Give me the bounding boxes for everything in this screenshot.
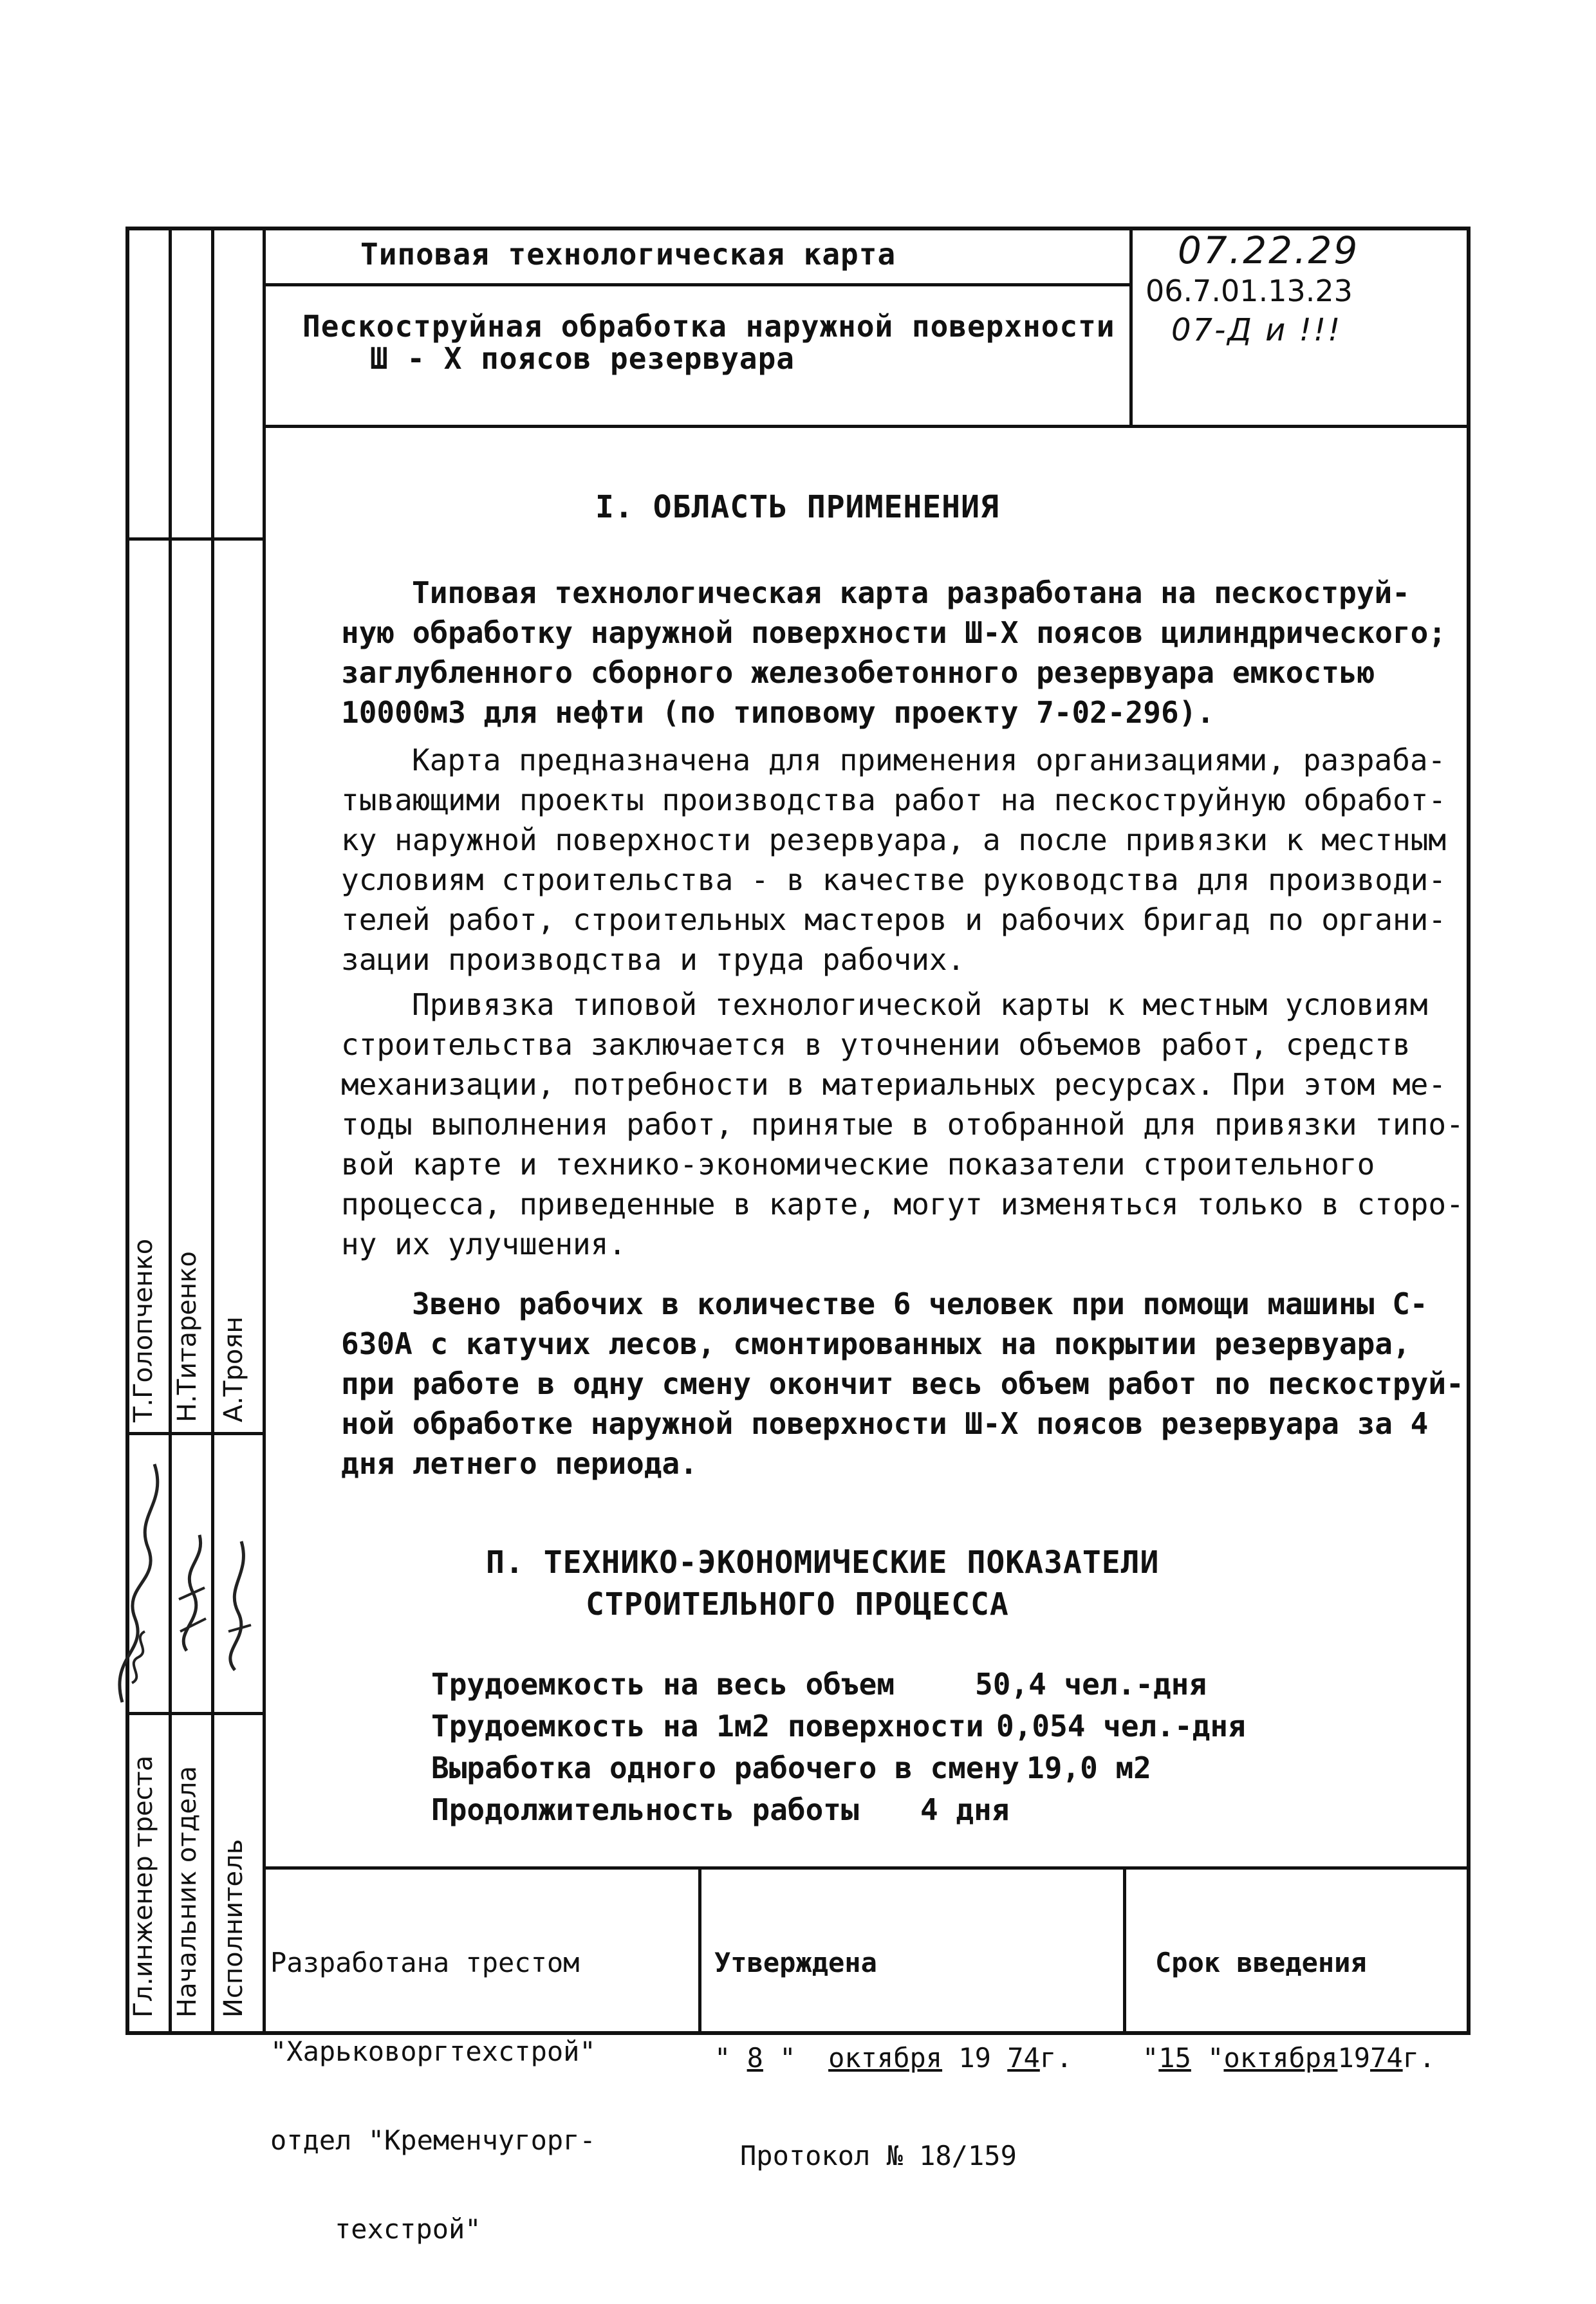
- approved-label: Утверждена: [714, 1947, 877, 1978]
- text-line: ну их улучшения.: [341, 1227, 627, 1261]
- protocol: Протокол № 18/159: [740, 2140, 1017, 2171]
- code-printed: 06.7.01.13.23: [1146, 274, 1353, 308]
- footer-developer: [270, 1889, 596, 2303]
- section1-paragraph4: [341, 1284, 1464, 1483]
- doc-type: Типовая технологическая карта: [360, 237, 896, 272]
- quote-mark: ": [779, 2042, 796, 2074]
- indicator-label: Трудоемкость на весь объем: [431, 1667, 895, 1702]
- text-line: процесса, приведенные в карте, могут изменяться только в сторо-: [341, 1187, 1464, 1222]
- doc-title-line1: Пескоструйная обработка наружной поверхности: [302, 309, 1115, 344]
- approved-year: 74: [1007, 2042, 1040, 2074]
- text-line: телей работ, строительных мастеров и рабочих бригад по органи-: [341, 902, 1447, 937]
- text-line: ной обработке наружной поверхности Ш-Х поясов резервуара за 4: [341, 1406, 1429, 1441]
- side-divider-signatures: [125, 1712, 263, 1715]
- section1-paragraph1: [341, 573, 1447, 732]
- section1-paragraph2: [341, 740, 1447, 980]
- intro-year-prefix: 19: [1337, 2042, 1371, 2074]
- text-line: заглубленного сборного железобетонного резервуара емкостью: [341, 655, 1375, 690]
- header-bottom-line: [263, 425, 1471, 428]
- footer-divider-1: [698, 1866, 701, 2035]
- approved-year-suffix: г.: [1039, 2042, 1073, 2074]
- quote-mark: ": [1207, 2042, 1224, 2074]
- text-line: ку наружной поверхности резервуара, а после привязки к местным: [341, 822, 1447, 857]
- text-line: строительства заключается в уточнении объемов работ, средств: [341, 1027, 1411, 1062]
- approved-month: октября: [828, 2042, 943, 2074]
- section2-heading-line1: П. ТЕХНИКО-ЭКОНОМИЧЕСКИЕ ПОКАЗАТЕЛИ: [486, 1545, 1160, 1581]
- text-line: Звено рабочих в количестве 6 человек при помощи машины С-: [412, 1287, 1428, 1321]
- text-line: условиям строительства - в качестве руководства для производи-: [341, 862, 1447, 897]
- name-titarenko: Н.Титаренко: [172, 1251, 202, 1422]
- footer-intro-date: [1142, 1889, 1435, 2132]
- indicator-value: 4 дня: [920, 1792, 1010, 1827]
- developer-line: "Харьковоргтехстрой": [270, 2036, 596, 2067]
- text-line: Привязка типовой технологической карты к местным условиям: [412, 987, 1428, 1022]
- text-line: дня летнего периода.: [341, 1446, 698, 1481]
- text-line: 10000м3 для нефти (по типовому проекту 7-02-296).: [341, 695, 1215, 730]
- text-line: вой карте и технико-экономические показатели строительного: [341, 1147, 1375, 1182]
- footer-top-line: [263, 1866, 1471, 1870]
- text-line: механизации, потребности в материальных ресурсах. При этом ме-: [341, 1067, 1447, 1102]
- footer-divider-2: [1123, 1866, 1126, 2035]
- quote-mark: ": [714, 2042, 731, 2074]
- developer-line: отдел "Кременчугорг-: [270, 2124, 596, 2156]
- code-handwritten: 07.22.29: [1178, 228, 1360, 272]
- text-line: Карта предназначена для применения организациями, разраба-: [412, 743, 1446, 777]
- role-chief-engineer: Гл.инженер треста: [129, 1755, 158, 2018]
- indicator-label: Выработка одного рабочего в смену: [431, 1751, 1019, 1785]
- side-column-divider-3: [263, 227, 266, 2035]
- text-line: Типовая технологическая карта разработана на пескоструй-: [412, 575, 1410, 610]
- code-note: 07-Д и !!!: [1171, 312, 1342, 348]
- text-line: ную обработку наружной поверхности Ш-Х поясов цилиндрического;: [341, 615, 1447, 650]
- text-line: тоды выполнения работ, принятые в отобранной для привязки типо-: [341, 1107, 1464, 1142]
- signatures-image: [97, 1438, 270, 1709]
- indicator-value: 19,0 м2: [1026, 1751, 1151, 1785]
- section1-paragraph3: [341, 985, 1464, 1264]
- text-line: 630А с катучих лесов, смонтированных на покрытии резервуара,: [341, 1326, 1411, 1361]
- section2-heading-line2: СТРОИТЕЛЬНОГО ПРОЦЕССА: [586, 1586, 1009, 1622]
- indicator-label: Трудоемкость на 1м2 поверхности: [431, 1709, 984, 1743]
- text-line: зации производства и труда рабочих.: [341, 942, 965, 977]
- indicator-label: Продолжительность работы: [431, 1792, 859, 1827]
- side-divider-top: [125, 537, 263, 541]
- approved-day: 8: [747, 2042, 763, 2074]
- developer-line: техстрой": [335, 2213, 481, 2245]
- doc-title-line2: Ш - Х поясов резервуара: [370, 341, 795, 376]
- footer-approved: [714, 1889, 1072, 2230]
- indicator-value: 0,054 чел.-дня: [996, 1709, 1246, 1743]
- intro-year: 74: [1370, 2042, 1403, 2074]
- section1-heading: I. ОБЛАСТЬ ПРИМЕНЕНИЯ: [595, 489, 999, 525]
- indicator-value: 50,4 чел.-дня: [975, 1667, 1207, 1702]
- name-golopchenko: Т.Голопченко: [129, 1238, 158, 1422]
- intro-year-suffix: г.: [1402, 2042, 1436, 2074]
- side-column-divider-1: [169, 227, 172, 2035]
- intro-day: 15: [1158, 2042, 1191, 2074]
- approved-year-prefix: 19: [958, 2042, 991, 2074]
- side-divider-names: [125, 1432, 263, 1435]
- name-troyan: А.Троян: [219, 1316, 248, 1422]
- text-line: при работе в одну смену окончит весь объем работ по пескоструй-: [341, 1366, 1464, 1401]
- side-column-divider-2: [211, 227, 214, 2035]
- developer-line: Разработана трестом: [270, 1947, 580, 1978]
- header-title-divider: [263, 283, 1131, 286]
- role-head-of-department: Начальник отдела: [172, 1765, 202, 2018]
- intro-month: октября: [1223, 2042, 1338, 2074]
- role-executor: Исполнитель: [219, 1839, 248, 2018]
- quote-mark: ": [1142, 2042, 1159, 2074]
- text-line: тывающими проекты производства работ на пескоструйную обработ-: [341, 783, 1447, 817]
- intro-label: Срок введения: [1155, 1947, 1367, 1978]
- header-code-divider: [1129, 227, 1133, 426]
